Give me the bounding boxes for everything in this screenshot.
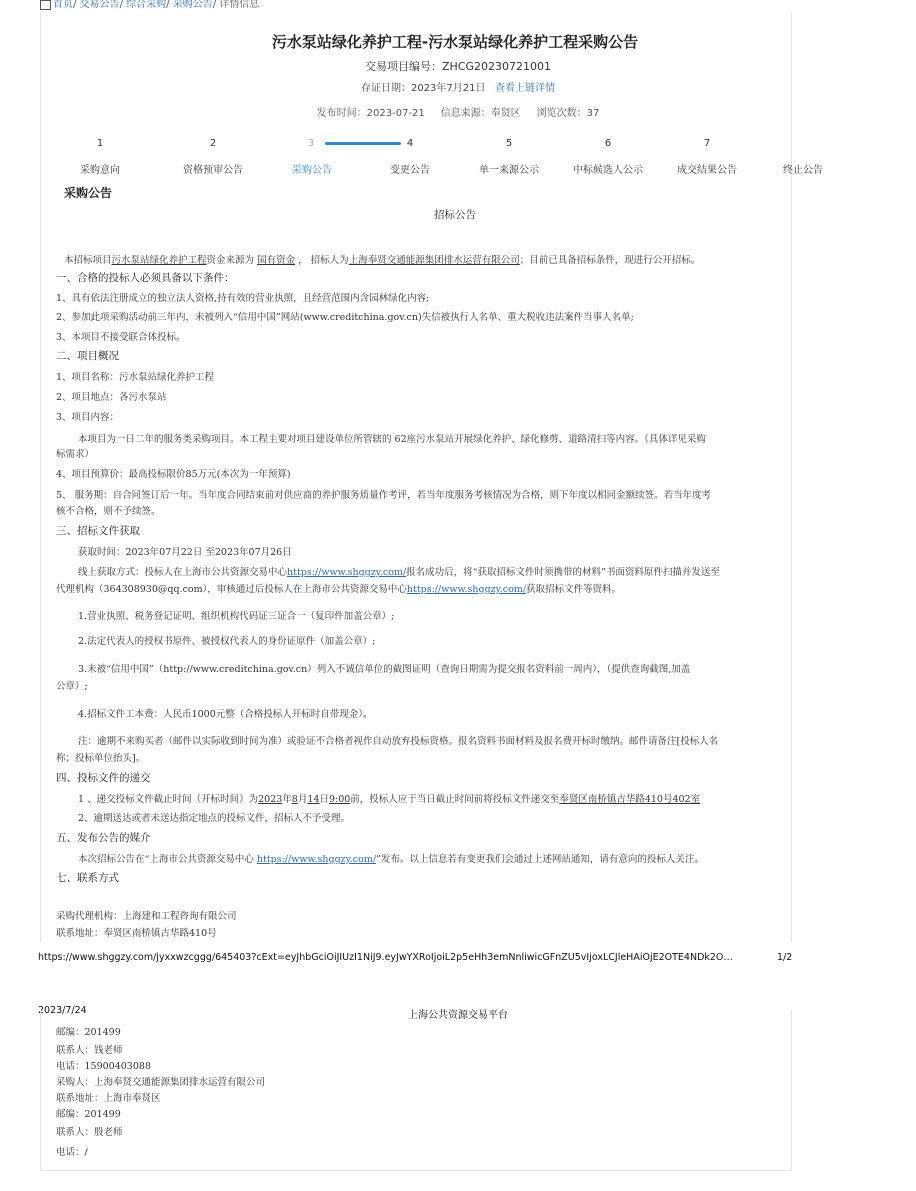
s2-period: 核不合格，则不予续签。 xyxy=(56,506,161,517)
section-title: 采购公告 xyxy=(64,186,113,200)
shggzy-link[interactable]: https://www.shggzy.com/ xyxy=(256,854,377,865)
s7-address: 联系地址：奉贤区南桥镇古华路410号 xyxy=(56,928,217,939)
shggzy-link[interactable]: https://www.shggzy.com/ xyxy=(406,584,527,595)
step-number: 1 xyxy=(96,138,104,149)
s2-period: 5、 服务期：自合同签订后一年。当年度合同结束前对供应商的养护服务质量作考评，若当年度服务考核情况为合格，则下年度以相同金额续签。若当年度考 xyxy=(56,490,712,501)
info-source: 信息来源：奉贤区 xyxy=(440,108,521,119)
breadcrumb-item[interactable]: 交易公告 xyxy=(79,0,120,10)
meta-line xyxy=(0,104,916,119)
s7-agency: 采购代理机构：上海建和工程咨询有限公司 xyxy=(56,911,237,922)
s4-text: 月 xyxy=(297,794,308,805)
contact-line: 采购人：上海奉贤交通能源集团排水运营有限公司 xyxy=(56,1077,266,1088)
s4-text: 前，投标人应于当日截止时间前将投标文件递交至 xyxy=(350,794,560,805)
s3-text: 获取招标文件等资料。 xyxy=(526,584,622,595)
breadcrumb-item[interactable]: 采购公告 xyxy=(172,0,213,10)
step-tab[interactable]: 终止公告 xyxy=(783,165,823,176)
breadcrumb-sep: / xyxy=(166,0,170,10)
s3-material: 公章）; xyxy=(56,681,88,692)
contact-line: 电话：15900403088 xyxy=(56,1061,151,1072)
step-number: 6 xyxy=(604,138,612,149)
step-tab[interactable]: 单一来源公示 xyxy=(479,165,539,176)
intro-text: ；目前已具备招标条件，现进行公开招标。 xyxy=(519,255,701,266)
print-page-number: 1/2 xyxy=(777,952,793,963)
s3-text: 报名成功后，将“获取招标文件时须携带的材料”书面资料原件扫描并发送至 xyxy=(406,567,720,578)
s3-title: 三、招标文件获取 xyxy=(56,525,140,537)
breadcrumb-sep: / xyxy=(212,0,217,10)
step-number: 4 xyxy=(406,138,414,149)
s4-title: 四、投标文件的递交 xyxy=(56,772,151,784)
s3-note: 称；投标单位抬头]。 xyxy=(56,753,146,764)
s4-month: 8 xyxy=(291,794,298,805)
s2-budget: 4、项目预算价：最高投标限价85万元(本次为一年预算) xyxy=(56,469,291,480)
s3-time: 获取时间：2023年07月22日 至2023年07月26日 xyxy=(78,547,292,558)
print-platform-title: 上海公共资源交易平台 xyxy=(408,1010,508,1021)
s3-material: 3.未被“信用中国”（http://www.creditchina.gov.cn）列入不诚信单位的截图证明（查询日期需为提交报名资料前一周内），（提供查询截图,加盖 xyxy=(78,664,691,675)
s4-text: 日 xyxy=(319,794,329,805)
publish-time: 发布时间：2023-07-21 xyxy=(316,108,425,119)
page-title: 污水泵站绿化养护工程-污水泵站绿化养护工程采购公告 xyxy=(271,33,639,51)
intro-text: 招标人为 xyxy=(310,255,349,266)
s3-online-line xyxy=(78,564,789,578)
s5-text: ”发布。以上信息若有变更我们会通过上述网站通知，请有意向的投标人关注。 xyxy=(376,854,704,865)
s2-name: 1、项目名称：污水泵站绿化养护工程 xyxy=(56,372,215,383)
s3-agency-line xyxy=(56,581,789,595)
step-tab[interactable]: 资格预审公告 xyxy=(183,165,243,176)
s1-item: 1、具有依法注册成立的独立法人资格,持有效的营业执照，且经营范围内含园林绿化内容; xyxy=(56,293,430,304)
intro-text: ， xyxy=(298,255,308,266)
s3-text: 线上获取方式：投标人在上海市公共资源交易中心 xyxy=(78,567,288,578)
chain-detail-link[interactable]: 查看上链详情 xyxy=(495,83,556,94)
breadcrumb-sep: / xyxy=(119,0,123,10)
intro-project: 污水泵站绿化养护工程 xyxy=(111,255,207,266)
s3-material: 1.营业执照、税务登记证明、组织机构代码证三证合一（复印件加盖公章）; xyxy=(78,611,395,622)
intro-text: 本招标项目 xyxy=(64,255,112,266)
s1-title: 一、合格的投标人必须具备以下条件： xyxy=(56,272,235,284)
step-tab-active[interactable]: 采购公告 xyxy=(292,165,332,176)
breadcrumb-current: 详情信息 xyxy=(219,0,260,10)
breadcrumb xyxy=(40,0,259,10)
step-number: 7 xyxy=(703,138,711,149)
s5-title: 五、发布公告的媒介 xyxy=(56,832,151,844)
view-count: 浏览次数：37 xyxy=(536,108,600,119)
home-icon xyxy=(40,0,51,10)
s2-content: 本项目为一日二年的服务类采购项目。本工程主要对项目建设单位所管辖的 62座污水泵站开展绿化养护、绿化修剪、道路清扫等内容。（具体详见采购 xyxy=(78,434,706,445)
contact-line: 联系人：殷老师 xyxy=(56,1127,123,1138)
s4-time: 9:00 xyxy=(328,794,351,805)
print-footer-url: https://www.shggzy.com/jyxxwzcggg/645403?cExt=eyJhbGciOiJIUzI1NiJ9.eyJwYXRoIjoiL2p5eHh3emNnliwicGFnZU5vIjoxLCJleHAiOjE2OTE4NDk2O… xyxy=(38,952,733,963)
s2-content: 标需求） xyxy=(56,449,95,460)
breadcrumb-item[interactable]: 综合采购 xyxy=(126,0,167,10)
step-number: 2 xyxy=(209,138,217,149)
intro-fund: 国有资金 xyxy=(257,255,296,266)
contact-line: 邮编：201499 xyxy=(56,1109,121,1120)
contact-line: 联系人：钱老师 xyxy=(56,1045,123,1056)
archive-date: 存证日期：2023年7月21日 xyxy=(360,83,486,94)
breadcrumb-sep: / xyxy=(73,0,77,10)
step-tab[interactable]: 变更公告 xyxy=(390,165,430,176)
archive-line xyxy=(0,79,916,94)
contact-line: 电话：/ xyxy=(56,1147,88,1158)
shggzy-link[interactable]: https://www.shggzy.com/ xyxy=(287,567,407,578)
contact-line: 联系地址：上海市奉贤区 xyxy=(56,1093,161,1104)
s4-text: 年 xyxy=(282,794,292,805)
s3-material: 4.招标文件工本费：人民币1000元整（合格投标人开标时自带现金）。 xyxy=(78,709,373,720)
step-tab[interactable]: 采购意向 xyxy=(80,165,120,176)
s4-deadline xyxy=(78,791,789,805)
step-number: 5 xyxy=(505,138,513,149)
s4-year: 2023 xyxy=(258,794,283,805)
breadcrumb-home[interactable]: 首页 xyxy=(53,0,73,10)
s2-place: 2、项目地点：各污水泵站 xyxy=(56,392,167,403)
s4-day: 14 xyxy=(307,794,320,805)
s5-media xyxy=(78,851,789,865)
s4-address: 奉贤区南桥镇古华路410号402室 xyxy=(559,794,701,805)
s1-item: 2、参加此项采购活动前三年内，未被列入“信用中国”网站(www.creditchina.gov.cn)失信被执行人名单、重大税收违法案件当事人名单; xyxy=(56,312,634,323)
s4-text: 1 、递交投标文件截止时间（开标时间）为 xyxy=(78,794,259,805)
s2-title: 二、项目概况 xyxy=(56,350,119,362)
doc-title: 招标公告 xyxy=(434,209,476,221)
step-number-active: 3 xyxy=(307,138,315,149)
s3-note: 注：逾期不来购买者（邮件以实际收到时间为准）或验证不合格者视作自动放弃投标资格。报名资料书面材料及报名费开标时缴纳。邮件请备注[投标人名 xyxy=(78,736,719,747)
s2-content-label: 3、项目内容： xyxy=(56,412,120,423)
s3-material: 2.法定代表人的授权书原件、被授权代表人的身份证原件（加盖公章）; xyxy=(78,636,376,647)
s1-item: 3、本项目不接受联合体投标。 xyxy=(56,332,186,343)
intro-text: 资金来源为 xyxy=(206,255,255,266)
intro-paragraph xyxy=(64,252,789,266)
s7-title: 七、联系方式 xyxy=(56,872,119,884)
intro-tenderer: 上海奉贤交通能源集团排水运营有限公司 xyxy=(348,255,520,266)
s4-late: 2、逾期送达或者未送达指定地点的投标文件，招标人不予受理。 xyxy=(78,813,351,824)
s3-text: 代理机构（364308930@qq.com），审核通过后投标人在上海市公共资源交易中心 xyxy=(56,584,407,595)
contact-line: 邮编：201499 xyxy=(56,1027,121,1038)
s5-text: 本次招标公告在“上海市公共资源交易中心 xyxy=(78,854,257,865)
project-number: 交易项目编号：ZHCG20230721001 xyxy=(365,60,551,73)
step-tab[interactable]: 成交结果公告 xyxy=(677,165,737,176)
print-date: 2023/7/24 xyxy=(38,1005,87,1016)
step-tab[interactable]: 中标候选人公示 xyxy=(573,165,643,176)
